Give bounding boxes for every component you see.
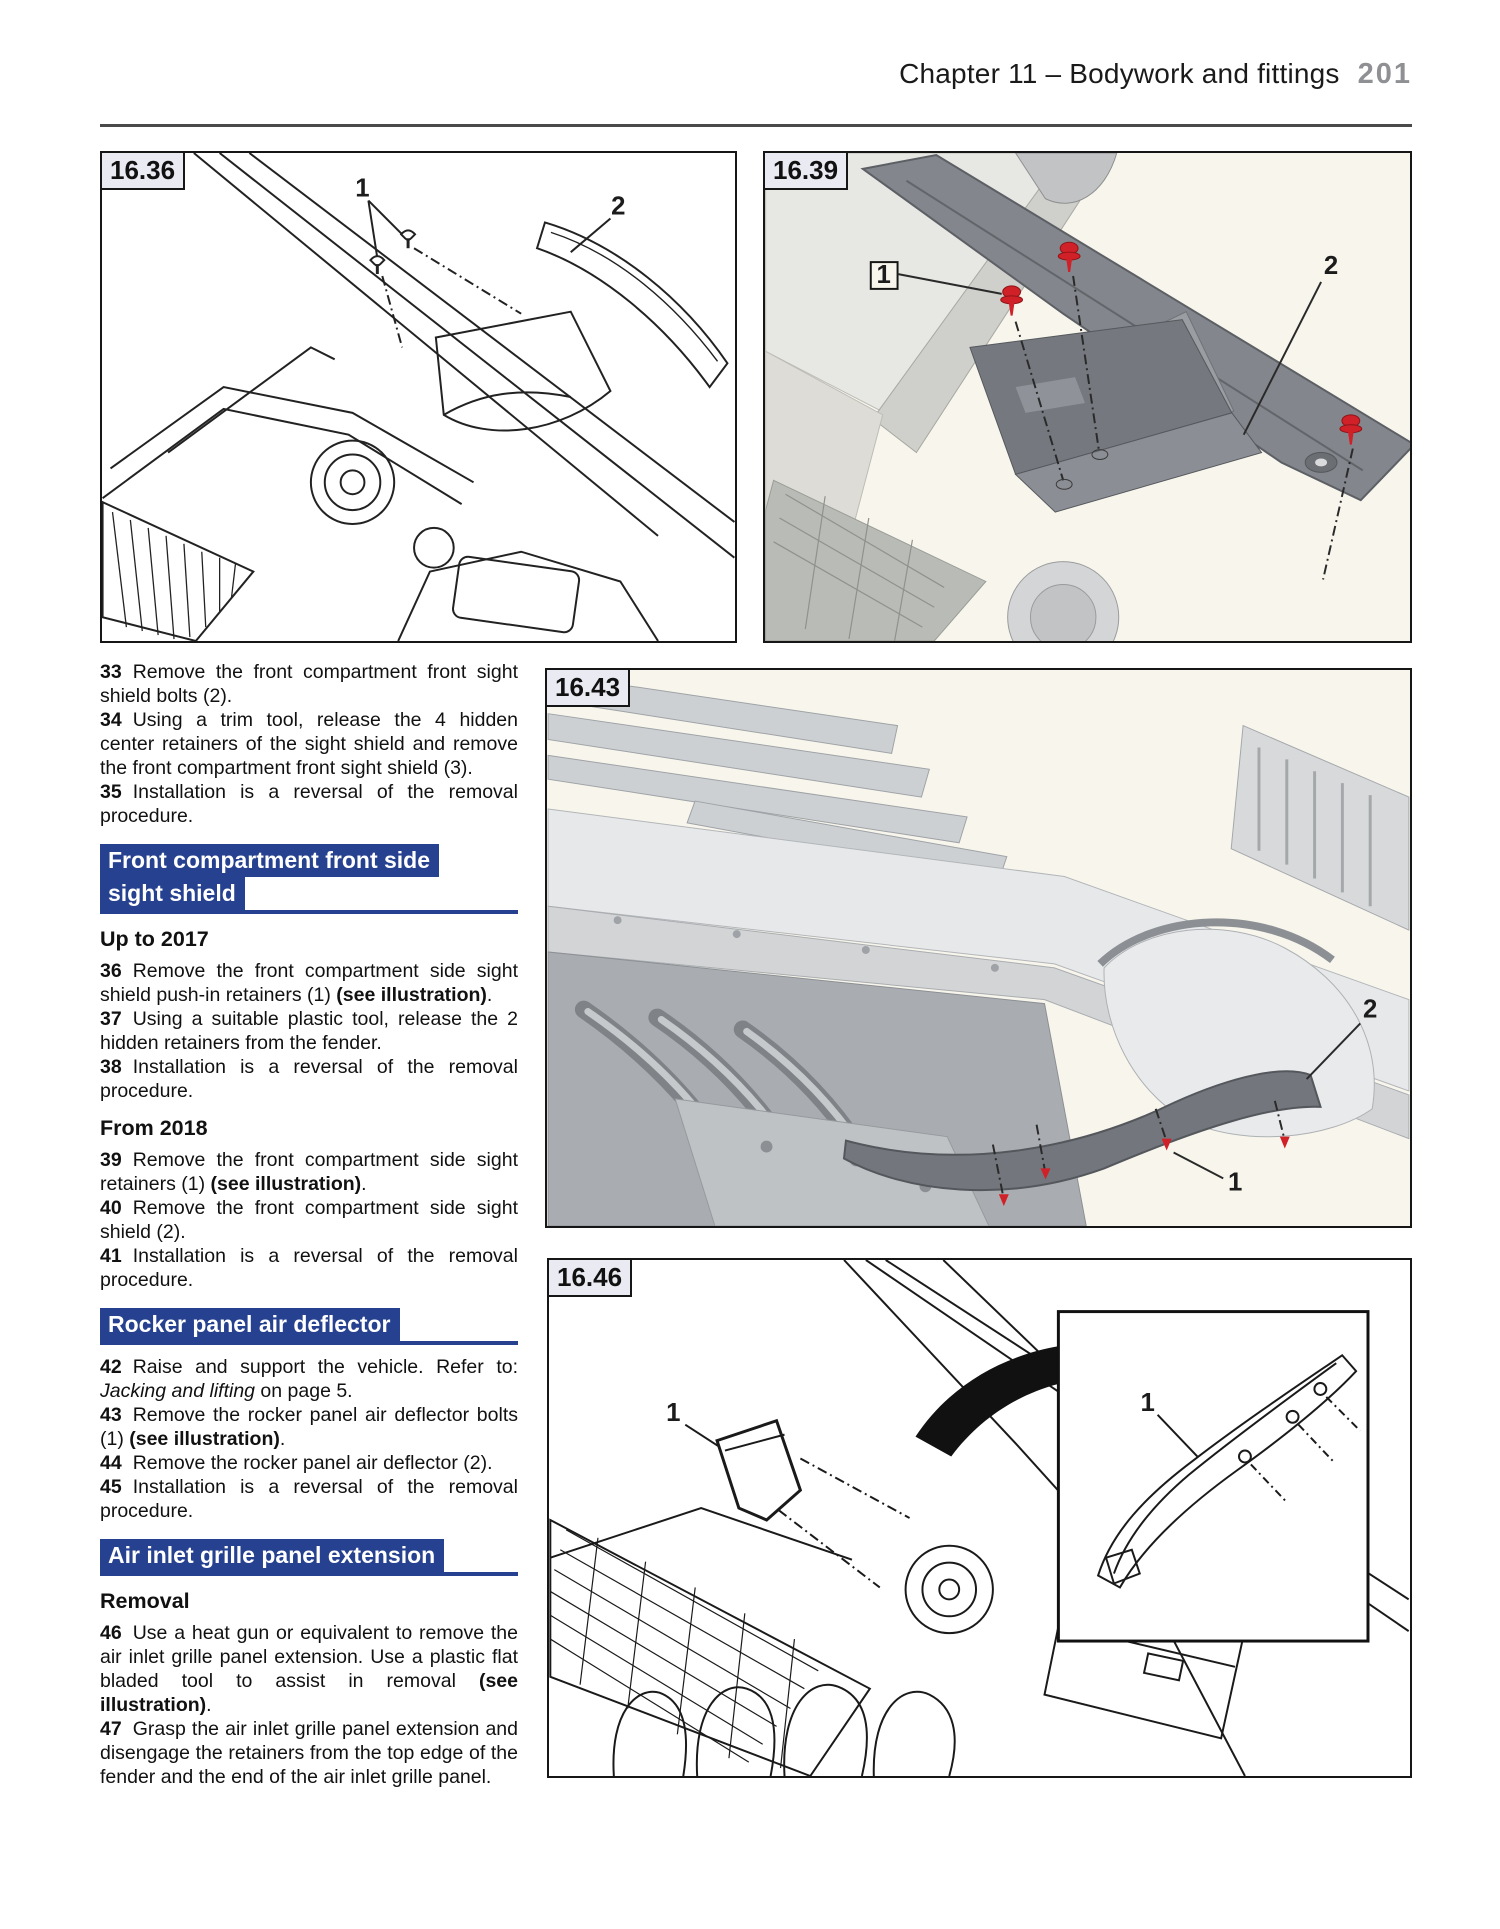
step-number: 44 <box>100 1452 122 1474</box>
inset-detail <box>1058 1312 1368 1641</box>
callout-1: 1 <box>1227 1168 1243 1197</box>
figure-16-36 <box>100 151 737 643</box>
step-number: 47 <box>100 1718 122 1740</box>
page-number: 201 <box>1357 58 1412 90</box>
step-number: 39 <box>100 1149 122 1171</box>
callout-2: 2 <box>611 192 626 221</box>
section-heading: Front compartment front side sight shield <box>100 844 518 914</box>
step-35: 35 Installation is a reversal of the removal procedure. <box>100 781 518 827</box>
figure-16-43 <box>545 668 1412 1228</box>
step-44: 44 Remove the rocker panel air deflector (2). <box>100 1452 493 1474</box>
step-number: 45 <box>100 1476 122 1498</box>
step-number: 40 <box>100 1197 122 1219</box>
callout-2: 2 <box>1323 252 1339 281</box>
callout-2: 2 <box>1363 995 1378 1024</box>
step-number: 38 <box>100 1056 122 1078</box>
step-number: 34 <box>100 709 122 731</box>
step-41: 41 Installation is a reversal of the removal procedure. <box>100 1245 518 1291</box>
header-rule <box>100 124 1412 127</box>
step-number: 46 <box>100 1622 122 1644</box>
step-36: 36 Remove the front compartment side sight shield push-in retainers (1) (see illustration). <box>100 960 518 1006</box>
figure-16-39-illustration <box>765 153 1410 641</box>
page-header <box>100 58 1412 91</box>
figure-16-43-illustration <box>547 670 1410 1226</box>
step-number: 36 <box>100 960 122 982</box>
section-heading: Air inlet grille panel extension <box>100 1539 518 1576</box>
step-34: 34 Using a trim tool, release the 4 hidden center retainers of the sight shield and remove the front compartment front sight shield (3). <box>100 709 518 779</box>
subheading: From 2018 <box>100 1116 208 1140</box>
step-number: 41 <box>100 1245 122 1267</box>
callout-1: 1 <box>355 174 370 203</box>
step-number: 33 <box>100 661 122 683</box>
figure-16-43-label: 16.43 <box>545 668 630 707</box>
figure-16-46-label: 16.46 <box>547 1258 632 1297</box>
figure-16-36-illustration <box>102 153 735 641</box>
step-42: 42 Raise and support the vehicle. Refer to: Jacking and lifting on page 5. <box>100 1356 518 1402</box>
step-number: 43 <box>100 1404 122 1426</box>
step-39: 39 Remove the front compartment side sight retainers (1) (see illustration). <box>100 1149 518 1195</box>
step-number: 37 <box>100 1008 122 1030</box>
step-46: 46 Use a heat gun or equivalent to remove the air inlet grille panel extension. Use a plastic flat bladed tool to assist in removal (see illustration). <box>100 1622 518 1716</box>
chapter-title: Chapter 11 – Bodywork and fittings <box>899 58 1340 89</box>
figure-16-39-label: 16.39 <box>763 151 848 190</box>
figure-16-36-label: 16.36 <box>100 151 185 190</box>
figure-16-46 <box>547 1258 1412 1778</box>
step-37: 37 Using a suitable plastic tool, release the 2 hidden retainers from the fender. <box>100 1008 518 1054</box>
step-33: 33 Remove the front compartment front sight shield bolts (2). <box>100 661 518 707</box>
step-number: 42 <box>100 1356 122 1378</box>
section-heading: Rocker panel air deflector <box>100 1308 518 1345</box>
step-number: 35 <box>100 781 122 803</box>
inset-callout-1: 1 <box>1140 1388 1155 1417</box>
step-43: 43 Remove the rocker panel air deflector bolts (1) (see illustration). <box>100 1404 518 1450</box>
step-38: 38 Installation is a reversal of the removal procedure. <box>100 1056 518 1102</box>
figure-16-39 <box>763 151 1412 643</box>
subheading: Removal <box>100 1589 190 1613</box>
figure-16-46-illustration <box>549 1260 1410 1776</box>
subheading: Up to 2017 <box>100 927 209 951</box>
step-45: 45 Installation is a reversal of the removal procedure. <box>100 1476 518 1522</box>
callout-1: 1 <box>876 260 891 289</box>
callout-1: 1 <box>666 1398 681 1427</box>
step-47: 47 Grasp the air inlet grille panel extension and disengage the retainers from the top edge of the fender and the end of the air inlet grille panel. <box>100 1718 518 1788</box>
step-40: 40 Remove the front compartment side sight shield (2). <box>100 1197 518 1243</box>
text-column <box>100 660 518 1789</box>
